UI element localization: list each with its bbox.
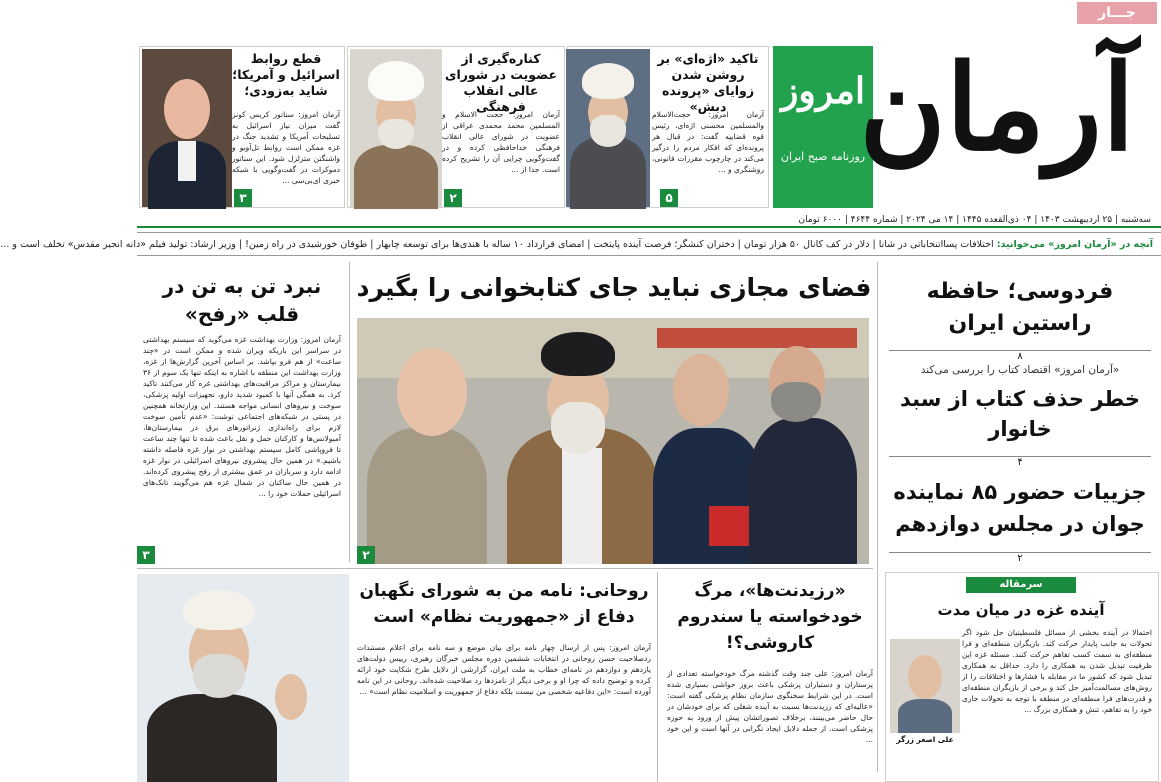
headline-rafah: نبرد تن به تن در قلب «رفح» [162, 274, 322, 326]
ticker-bar[interactable] [0, 232, 1161, 256]
logo-tagline: روزنامه صبح ایران [780, 150, 866, 163]
teaser-photo [350, 49, 442, 207]
page-number: ۳ [234, 189, 252, 207]
teaser-title: تاکید «اژه‌ای» بر روشن شدن زوایای «پرونده دبش» [657, 51, 759, 114]
left-story[interactable] [137, 262, 347, 564]
story-body: آرمان امروز: پس از ارسال چهار نامه برای بیان موضع و سه نامه برای اعلام مستندات ردصلاحیت حسن روحانی در انتخابات ششمین دوره مجلس خبرگان رهبری، رییس دولت‌های یازدهم و دوازدهم در نامه‌ای خطاب به ملت ایران، گزارشی از دلایل طرح شکایت خود ارائه کرده و توضیح داده که چرا او و برخی دیگر از نامزدها رد صلاحیت شده‌اند. روحانی در این نامه آورده است: «این دفاعیه شخصی من نیست بلکه دفاع از جمهوریت و اسلامیت نظام است» ... [357, 643, 651, 696]
ticker-lead: آنچه در «آرمان امروز» می‌خوانید: [996, 239, 1153, 250]
editorial-title: آینده غزه در میان مدت [937, 601, 1105, 619]
editorial-box[interactable] [885, 572, 1159, 782]
rouhani-photo[interactable] [137, 574, 349, 782]
dateline: سه‌شنبه | ۲۵ اردیبهشت ۱۴۰۳ | ۰۴ ذی‌القعده ۱۴۴۵ | ۱۴ می ۲۰۲۴ | شماره ۴۶۴۴ | ۶۰۰۰ تومان [137, 212, 1161, 228]
teaser-photo [142, 49, 232, 207]
residents-story[interactable] [661, 572, 879, 782]
headline-residents: «رزیدنت‌ها»، مرگ خودخواسته یا سندروم کاروشی؟! [677, 581, 863, 653]
logo-subword: امروز [781, 70, 865, 112]
logo-wordmark: آرمان [859, 38, 1135, 177]
teaser-iraqi[interactable] [347, 46, 565, 208]
kicker: «آرمان امروز» اقتصاد کتاب را بررسی می‌کند [920, 364, 1120, 376]
headline-young-mps[interactable]: جزییات حضور ۸۵ نماینده جوان در مجلس دوازدهم [893, 480, 1147, 536]
teaser-title: قطع روابط اسرائیل و آمریکا؛ شاید به‌زودی؛ [232, 51, 340, 98]
headline-rouhani: روحانی: نامه من به شورای نگهبان دفاع از «جمهوریت نظام» است [359, 581, 649, 627]
teaser-body: آرمان امروز: حجت الاسلام و المسلمین محمد محمدی عراقی از عضویت در شورای عالی انقلاب فرهنگی خداحافظی کرده و در گفت‌وگویی چرایی آن را تشریح کرده است. جدا از ... [442, 110, 560, 174]
author-name: علی اصغر زرگر [896, 735, 954, 744]
main-photo[interactable] [357, 318, 869, 564]
page-number: ۲ [357, 546, 375, 564]
page-number: ۸ [889, 350, 1151, 362]
page-number: ۵ [660, 189, 678, 207]
teaser-body: آرمان امروز: حجت‌الاسلام والمسلمین محسنی اژه‌ای، رئیس قوه قضاییه گفت: در قبال هر پرونده‌ای که افکار مردم را درگیر می‌کند در چارچوب مقررات قانونی، روشنگری و ... [652, 110, 764, 174]
teaser-body: آرمان امروز: سناتور کریس کونز گفت میزان نیاز اسرائیل به تسلیحات آمریکا و تشدید جنگ در غزه ممکن است روابط تل‌آویو و واشنگتن متزلزل شود. این سناتور دموکرات در گفت‌وگویی با شبکه خبری ای‌بی‌سی ... [232, 110, 340, 185]
teaser-photo [566, 49, 650, 207]
headline-ferdowsi[interactable]: فردوسی؛ حافظه راستین ایران [926, 279, 1114, 336]
editorial-label: سرمقاله [966, 577, 1076, 593]
ticker-items: اختلافات پسااتنخاباتی در شانا | دلار در کف کانال ۵۰ هزار تومان | دختران کنشگر؛ فرصت آینده پایتخت | امضای قرارداد ۱۰ ساله با هندی‌ها برای توسعه چابهار | طوفان خورشیدی در راه زمین! | وزیر ارشاد: تولید فیلم «دانه انجیر مقدس» تخلف است و ... [0, 239, 994, 250]
author-photo [890, 639, 960, 733]
story-body: آرمان امروز: علی جند وقت گذشته مرگ خودخواسته تعدادی از پرستاران و دستیاران پزشکی باعث بروز حواشی بسیاری شده است. در این شرایط سخنگوی سازمان نظام پزشکی گفته است: «عالیه‌ای که رزیدنت‌ها نسبت به آینده شغلی که برای خودشان در حال حاضر می‌بینند، برخلاف تصوراتشان پیش از ورود به حوزه پزشکی است. از جمله دلایل ایجاد نگرانی در آنها است و این خود ... [667, 669, 873, 744]
main-headline[interactable]: فضای مجازی نباید جای کتابخوانی را بگیرد [356, 273, 872, 302]
teaser-title: کناره‌گیری از عضویت در شورای عالی انقلاب فرهنگی [445, 51, 557, 114]
rouhani-story[interactable] [353, 572, 655, 782]
page-number: ۴ [889, 456, 1151, 468]
editorial-body: احتمالا در آینده بخشی از مسائل فلسطینیان حل شود اگر تحولات به جانب پایدار حرکت کند. بازیگران منطقه‌ای و فرا منطقه‌ای به سمت کسب تفاهم حرکت کنند. مسئله غزه این ظرفیت تبدیل شدن به همکاری را دارد. حداقل به همکاری تبدیل شود که کشور ما در مقابله با فشارها و اختلافات را از روش‌های مسالمت‌آمیز حل کند و برخی از بازیگران منطقه‌ای و قدرت‌های فرا منطقه‌ای در منطقه با توجه به تحولات جاری خود را به تفاهم، تنش و همکاری بزرگ ... [962, 628, 1152, 714]
teaser-coons[interactable] [139, 46, 345, 208]
teaser-ejei[interactable] [567, 46, 769, 208]
page-number: ۲ [444, 189, 462, 207]
right-column [881, 262, 1159, 566]
headline-book-basket[interactable]: خطر حذف کتاب از سبد خانوار [900, 387, 1140, 441]
page-number: ۳ [137, 546, 155, 564]
page-number: ۲ [889, 552, 1151, 564]
story-body: آرمان امروز: وزارت بهداشت غزه می‌گوید که سیستم بهداشتی در سراسر این باریکه ویران شده و ممکن است در «چند ساعت» از هم فرو بپاشد. بر اساس آخرین گزارش‌ها از غزه، وزارت بهداشت این منطقه با اشاره به اینکه تنها یک سوم از ۳۶ بیمارستان و مراکز مراقبت‌های بهداشتی غزه کار می‌کنند تاکید کرد. به همگی آنها با کمبود شدید دارو، تجهیزات اولیه پزشکی، سوخت و نیروهای انسانی مواجه هستند. این وزارتخانه همچنین در پستی در شبکه‌های اجتماعی نوشت: «عدم تأمین سوخت لازم برای راه‌اندازی ژنراتورهای برق در بیمارستان‌ها، آمبولانس‌ها و کارکنان حمل و نقل باعث شده تا تنها چند ساعت تا فروپاشی کامل سیستم بهداشتی در نوار غزه فاصله داشته باشیم.» در همین حال پیشروی نیروهای اسرائیلی در نوار غزه ادامه دارد و سربازان در عمق بیشتری از رفح پیشروی کرده‌اند. در همین حال ساکنان در شمال غزه هم می‌گویند تانک‌های اسرائیلی حملات خود را ... [143, 335, 341, 498]
section-badge: جـــار [1077, 2, 1157, 24]
